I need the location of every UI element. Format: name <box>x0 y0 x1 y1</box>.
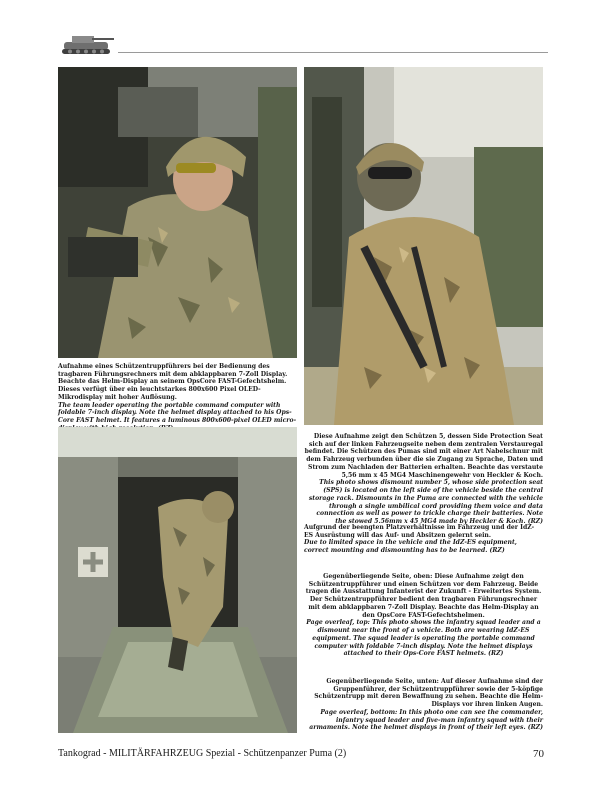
caption-overleaf-bottom <box>304 678 543 732</box>
page-number: 70 <box>533 748 544 760</box>
photo-rear-ramp <box>58 427 297 733</box>
caption-dismount-seat-de: Diese Aufnahme zeigt den Schützen 5, dessen Side Protection Seat sich auf der linken Fahrzeugseite neben dem zentralen Verstauregal befindet. Die Schützen des Pumas sind mit einer Art Nabelschnur mit dem Fahrzeug verbunden über die sie Zugang zu Sprache, Daten und Strom zum Nachladen der Batterien erhalten. Beachte das verstaute 5,56 mm x 45 MG4 Maschinengewehr von Heckler & Koch. <box>304 433 543 479</box>
caption-dismount-seat <box>304 433 543 526</box>
caption-overleaf-bottom-de: Gegenüberliegende Seite, unten: Auf dieser Aufnahme sind der Gruppenführer, der Schützentruppführer sowie der 5-köpfige Schützentrupp mit deren Bewaffnung zu sehen. Beachte die Helm-Displays vor ihren linken Augen. <box>314 678 543 709</box>
caption-overleaf-top <box>304 573 543 658</box>
footer-title: Tankograd - MILITÄRFAHRZEUG Spezial - Schützenpanzer Puma (2) <box>58 748 347 759</box>
footer <box>58 748 544 759</box>
caption-overleaf-bottom-en: Page overleaf, bottom: In this photo one can see the commander, infantry squad leader and five-man infantry squad with their armaments. Note the helmet displays in front of their left eyes. (RZ) <box>309 708 543 732</box>
header-rule <box>118 52 548 53</box>
caption-team-leader-en: The team leader operating the portable command computer with foldable 7-inch display. Note the helmet display attached to his Ops-Core FAST helmet. It features a luminous 800x600-pixel OLED micro- <box>58 401 297 425</box>
caption-team-leader <box>58 363 297 433</box>
caption-dismounting <box>304 524 543 555</box>
caption-dismount-seat-en: This photo shows dismount number 5, whose side protection seat (SPS) is located on the left side of the vehicle beside the central storage rack. Dismounts in the Puma are connected with the vehicle through a single umbilical cord providing them voice and data connection as well as power to trickle charge their batteries. Note the stowed 5.56mm x 45 MG4 made by Heckler & Koch. (RZ) <box>308 479 543 526</box>
photo-team-leader <box>58 67 297 358</box>
caption-dismounting-de: Aufgrund der beengten Platzverhältnisse im Fahrzeug und der IdZ-ES Ausrüstung will das Auf- und Absitzen gelernt sein. <box>304 524 535 539</box>
caption-overleaf-top-en: Page overleaf, top: This photo shows the infantry squad leader and a dismount near the front of a vehicle. Both are wearing IdZ-ES equipment. The squad leader is operating the portable command computer with foldable 7-inch display. Note the helmet displays attached to their Ops-Core FAST helmets. (RZ) <box>306 619 541 658</box>
photo-dismount-seat <box>304 67 543 425</box>
tank-logo-icon <box>58 28 116 58</box>
caption-dismounting-en: Due to limited space in the vehicle and the IdZ-ES equipment, correct mounting and dismounting has to be learned. (RZ) <box>304 539 517 555</box>
caption-overleaf-top-de: Gegenüberliegende Seite, oben: Diese Aufnahme zeigt den Schützentruppführer und einen Schützen vor dem Fahrzeug. Beide tragen die Ausstattung Infanterist der Zukunft - Erweitertes System. Der Schützentruppführer bedient den tragbaren Führungsrechner mit dem abklappbaren 7-Zoll Display. Beachte das Helm-Display an den OpsCore FAST-Gefechtshelmen. <box>305 573 542 619</box>
caption-team-leader-de: Aufnahme eines Schützentruppführers bei der Bedienung des tragbaren Führungsrechners mit dem abklappbaren 7-Zoll Display. Beachte das Helm-Display an seinem OpsCore FAST-Gefechtshelm. Dieses verfügt über ein leuchtstarkes 800x600 Pixel OLED-Mikrodisplay mit hoher Auflösung. <box>58 363 288 401</box>
